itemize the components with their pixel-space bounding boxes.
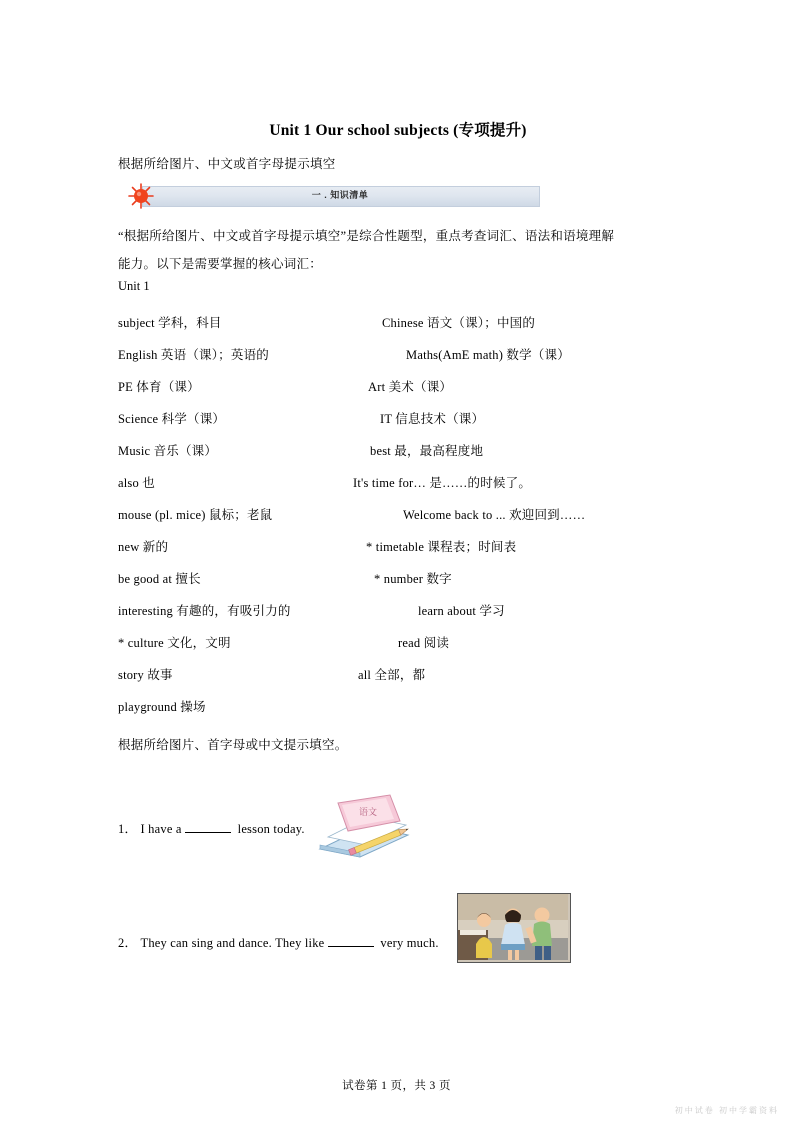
watermark: 初中试卷 初中学霸资料 (674, 1106, 779, 1115)
vocabulary-left: Music 音乐（课） (118, 444, 218, 459)
vocabulary-left: English 英语（课）；英语的 (118, 348, 269, 363)
question-1-blank[interactable] (185, 832, 231, 833)
vocabulary-row (118, 665, 678, 697)
page-title: Unit 1 Our school subjects (专项提升) (269, 122, 527, 139)
question-1-text (118, 819, 305, 837)
paragraph-1: “根据所给图片、中文或首字母提示填空”是综合性题型，重点考查词汇、语法和语境理解 (118, 229, 615, 243)
unit-label: Unit 1 (118, 279, 150, 294)
vocabulary-row (118, 569, 678, 601)
vocabulary-row (118, 409, 678, 441)
question-1-text-before: I have a (140, 822, 182, 837)
vocabulary-left: subject 学科，科目 (118, 316, 222, 331)
svg-text:语文: 语文 (358, 807, 378, 818)
vocabulary-left: also 也 (118, 476, 155, 491)
banner-label: 一 . 知识清单 (311, 190, 369, 200)
vocabulary-left: story 故事 (118, 668, 173, 683)
vocabulary-row (118, 313, 678, 345)
exercise-instruction: 根据所给图片、首字母或中文提示填空。 (118, 738, 348, 753)
vocabulary-right: Welcome back to ... 欢迎回到…… (403, 508, 586, 523)
question-2-text-before: They can sing and dance. They like (140, 936, 325, 951)
vocabulary-row (118, 377, 678, 409)
sun-icon (124, 182, 160, 210)
children-singing-photo (457, 893, 571, 963)
question-1-text-after: lesson today. (237, 822, 305, 837)
vocabulary-right: * timetable 课程表；时间表 (366, 540, 517, 555)
document-content (118, 118, 678, 977)
vocabulary-left: mouse (pl. mice) 鼠标；老鼠 (118, 508, 273, 523)
paragraph-2: 能力。以下是需要掌握的核心词汇： (118, 256, 323, 271)
vocabulary-left: Science 科学（课） (118, 412, 226, 427)
intro-line: 根据所给图片、中文或首字母提示填空 (118, 157, 336, 171)
vocabulary-right: * number 数字 (374, 572, 452, 587)
vocabulary-left: interesting 有趣的，有吸引力的 (118, 604, 291, 619)
vocabulary-list (118, 313, 678, 729)
question-2-text (118, 933, 439, 951)
vocabulary-right: read 阅读 (398, 636, 450, 651)
question-2-text-after: very much. (380, 936, 439, 951)
vocabulary-row (118, 345, 678, 377)
vocabulary-right: all 全部，都 (358, 668, 426, 683)
books-and-pencil-illustration (316, 793, 414, 865)
vocabulary-row (118, 505, 678, 537)
vocabulary-left: PE 体育（课） (118, 380, 200, 395)
question-2-blank[interactable] (328, 946, 374, 947)
vocabulary-right: IT 信息技术（课） (380, 412, 485, 427)
vocabulary-row (118, 601, 678, 633)
vocabulary-right: learn about 学习 (418, 604, 505, 619)
question-2-number: 2． (118, 936, 138, 951)
vocabulary-left: playground 操场 (118, 700, 206, 715)
vocabulary-right: Art 美术（课） (368, 380, 453, 395)
vocabulary-row (118, 441, 678, 473)
vocabulary-row (118, 473, 678, 505)
vocabulary-left: new 新的 (118, 540, 169, 555)
vocabulary-left: * culture 文化，文明 (118, 636, 231, 651)
vocabulary-right: It's time for… 是……的时候了。 (353, 476, 532, 491)
vocabulary-row (118, 697, 678, 729)
question-2 (118, 915, 678, 977)
vocabulary-row (118, 633, 678, 665)
vocabulary-right: Maths(AmE math) 数学（课） (406, 348, 570, 363)
question-1 (118, 801, 678, 863)
page-footer: 试卷第 1 页，共 3 页 (342, 1080, 451, 1092)
vocabulary-right: best 最，最高程度地 (370, 444, 484, 459)
vocabulary-right: Chinese 语文（课）；中国的 (382, 316, 536, 331)
question-1-number: 1． (118, 822, 138, 837)
vocabulary-left: be good at 擅长 (118, 572, 201, 587)
section-banner (118, 184, 678, 210)
vocabulary-row (118, 537, 678, 569)
